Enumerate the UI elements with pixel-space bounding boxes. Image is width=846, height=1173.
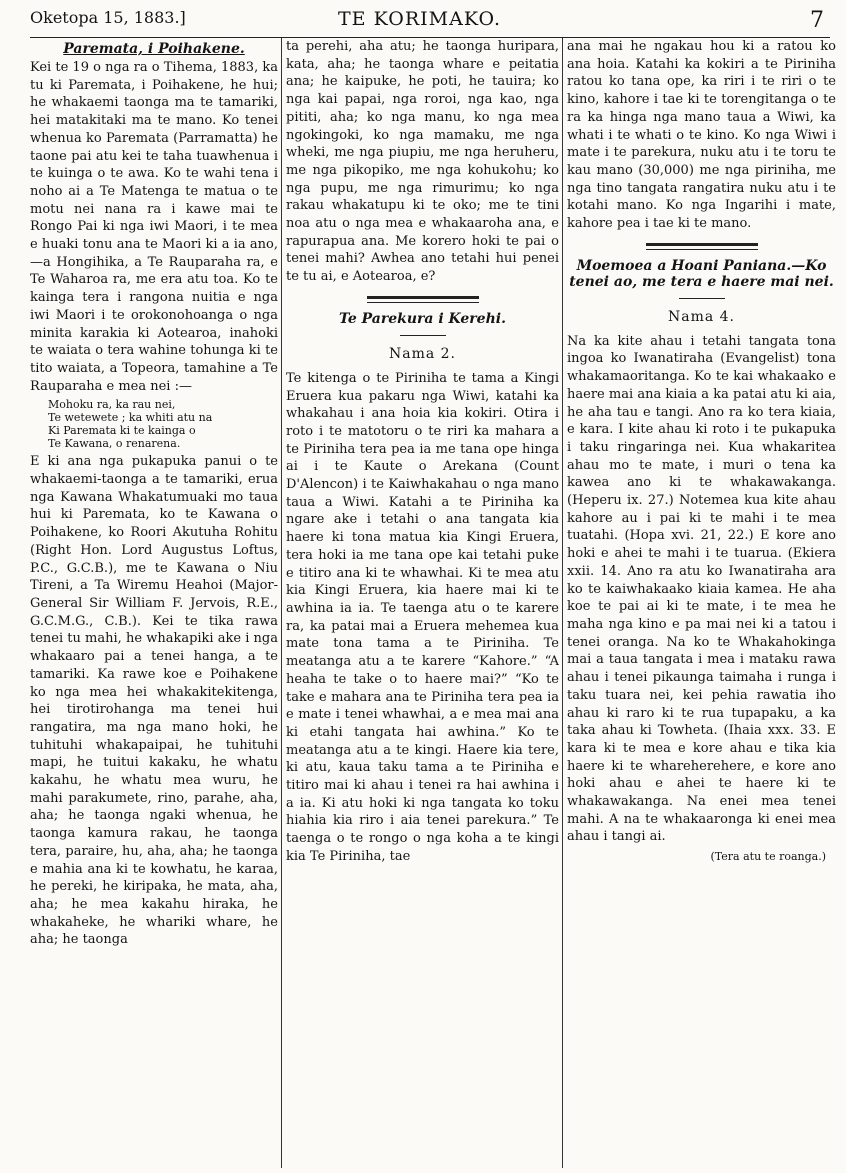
- section-divider: [646, 243, 758, 250]
- heading-rule: [400, 335, 446, 336]
- continued-note: (Tera atu te roanga.): [710, 850, 826, 864]
- poem-line: Mohoku ra, ka rau nei,: [48, 398, 176, 412]
- article-paragraph: Kei te 19 o nga ra o Tihema, 1883, ka tu ki Paremata, i Poihakene, he hui; he whakaemi taonga ma te tamariki, hei matakitaki ma te mano. Ko tenei whenua ko Paremata (Parramatta) he taone pai atu kei te taha tuawhenua i te kuinga o te awa. Ko te wahi tena i noho ai a Te Matenga te matua o te motu nei nana ra i kawe mai te Rongo Pai ki nga iwi Maori, i te mea e huaki tonu ana te Maori ki a ia ano,—a Hongihika, a Te Rauparaha ra, e Te Waharoa ra, me era atu toa. Ko te kainga tera i rangona nuitia e nga iwi Maori i te orokonohoanga o nga minita karakia ki Aotearoa, inahoki te waiata o tera wahine tohunga ki te tito waiata, a Topeora, tamahine a Te Rauparaha e mea nei :—: [30, 60, 278, 394]
- newspaper-title: TE KORIMAKO.: [338, 8, 502, 30]
- column-divider: [562, 38, 563, 1168]
- column-3: [567, 38, 836, 1170]
- column-2: [286, 38, 559, 1170]
- heading-rule: [679, 298, 725, 299]
- issue-date: Oketopa 15, 1883.]: [30, 8, 186, 27]
- article-paragraph-continued: ana mai he ngakau hou ki a ratou ko ana hoia. Katahi ka kokiri a te Piriniha ratou ko tana ope, ka riri i te riri o te kino, kahore i tae ki te torengitanga o te ra ka hinga nga mano taua a Wiwi, ka whati i te whati o te kino. Ko nga Wiwi i mate i te parekura, nuku atu i te toru te kau mano (30,000) me nga piriniha, me nga tino tangata rangatira nuku atu i te kotahi mano. Ko nga Ingarihi i mate, kahore pea i tae ki te mano.: [567, 39, 836, 232]
- column-divider: [281, 38, 282, 1168]
- chapter-number: Nama 2.: [388, 345, 457, 362]
- article-heading-paremata: Paremata, i Poihakene.: [63, 41, 245, 57]
- article-paragraph: Na ka kite ahau i tetahi tangata tona ingoa ko Iwanatiraha (Evangelist) tona whakamaoritanga. Ko te kai whakaako e haere mai ana kiaia a ka patai atu ki aia, he aha tau e tangi. Ano ra ko tera kiaia, e kara. I kite ahau ki roto i te pukapuka i taku ringaringa nei. Kua whakaritea ahau mo te mate, i muri o tena ka kawea ano ki te whakawakanga. (Heperu ix. 27.) Notemea kua kite ahau kahore au i pai ki te mahi i te mea tuatahi. (Hopa xvi. 21, 22.) E kore ano hoki e ahei te mahi i te tuarua. (Ekiera xxii. 14. Ano ra atu ko Iwanatiraha ara ko te kaiwhakaako kiaia kamea. He aha koe te pai ai ki te mate, i te mea he maha nga kino e pa mai nei ki a tatou i tenei oranga. Na ko te Whakahokinga mai a taua tangata i mea i mataku rawa ahau i tenei pikaunga taimaha i runga i taku tuara nei, kei pehia rawatia iho ahau ki raro ki te rua tupapaku, a ka taka ahau ki Towheta. (Ihaia xxx. 33. E kara ki te mea e kore ahau e tika kia haere ki te wharehereherе, e kore ano hoki ahau e ahei te haere ki te whakawakanga. Na enei mea tenei mahi. A na te whakaaronga ki enei mea ahau i tangi ai.: [567, 333, 836, 845]
- page-number: 7: [810, 8, 824, 33]
- article-heading-parekura: Te Parekura i Kerehi.: [339, 310, 506, 327]
- poem-line: Ki Paremata ki te kainga o: [48, 424, 196, 438]
- article-paragraph: Te kitenga o te Piriniha te tama a Kingi Eruera kua pakaru nga Wiwi, katahi ka whakahau i ana hoia kia kokiri. Otira i roto i te matotoru o te riri ka mahara a te Piriniha tera pea ia me tana ope hinga ai i te Kaute o Arekana (Count D'Alencon) i te Kaiwhakahau o nga mano taua a Wiwi. Katahi a te Piriniha ka ngare ake i tetahi o ana tangata kia haere ki tona matua kia Kingi Eruera, tera hoki ia me tana ope kai tetahi puke e titiro ana ki te whawhai. Ki te mea atu kia Kingi Eruera, kia haere mai ki te awhina ia ia. Te taenga atu o te karere ra, ka patai mai a Eruera mehemea kua mate tona tama a te Piriniha. Te meatanga atu a te karere “Kahore.” “A heaha te take o to haere mai?” “Ko te take e mahara ana te Piriniha tera pea ia e mate i tenei whawhai, a e mea mai ana ki etahi tangata hai awhina.” Ko te meatanga atu a te kingi. Haere kia tere, ki atu, kaua taku tama a te Piriniha e titiro mai ki ahau i tenei ra hai awhina i a ia. Ki atu hoki ki nga tangata ko toku hiahia kia riro i aia tenei parekura.” Te taenga o te rongo o nga koha a te kingi kia Te Piriniha, tae: [286, 370, 559, 864]
- article-paragraph: E ki ana nga pukapuka panui o te whakaemi-taonga a te tamariki, erua nga Kawana Whakatumuaki mo taua hui ki Paremata, ko te Kawana o Poihakene, ko Roori Akutuha Rohitu (Right Hon. Lord Augustus Loftus, P.C., G.C.B.), me te Kawana o Niu Tireni, a Ta Wiremu Heahoi (Major-General Sir William F. Jervois, R.E., G.C.M.G., C.B.). Kei te tika rawa tenei tu mahi, he whakapiki ake i nga whakaaro pai a tenei hanga, a te tamariki. Ka rawe koe e Poihakene ko nga mea hei whakakitekitenga, hei tirotirohanga ma tenei hui rangatira, ma nga mano hoki, he tuhituhi whakapaipai, he tuhituhi mapi, he tuitui kakaku, he whatu kakahu, he whatu mea wuru, he mahi parakumete, rino, parahe, aha, aha; he taonga ngaki whenua, he taonga kamura rakau, he taonga tera, paraire, hu, aha, aha; he taonga e mahia ana ki te kowhatu, he karaa, he pereki, he kiripaka, he mata, aha, aha; he mea kakahu hiraka, he whakaheke, he whariki whare, he aha; he taonga: [30, 454, 278, 948]
- poem-line: Te Kawana, o renarena.: [48, 437, 181, 451]
- section-divider: [367, 296, 479, 303]
- poem-line: Te wetewete ; ka whiti atu na: [48, 411, 213, 425]
- page-header: [0, 0, 846, 42]
- chapter-number: Nama 4.: [667, 308, 736, 325]
- column-1: [30, 38, 278, 1170]
- article-heading-moemoea: Moemoea a Hoani Paniana.—Ko tenei ao, me tera e haere mai nei.: [569, 257, 834, 290]
- article-paragraph-continued: ta perehi, aha atu; he taonga huripara, kata, aha; he taonga whare e peitatia ana; he kaipuke, he poti, he tauira; ko nga kai papai, nga roroi, nga kao, nga pititi, aha; ko nga manu, ko nga mea ngokingoki, ko nga mamaku, me nga wheki, me nga piupiu, me nga heruheru, me nga pikopiko, me nga kohukohu; ko nga pupu, me nga rimurimu; ko nga rakau whakatupu ki te oko; me te tini noa atu o nga mea e whakaaroha ana, e rapurapua ana. Me korero hoki te pai o tenei mahi? Awhea ano tetahi hui penei te tu ai, e Aotearoa, e?: [286, 39, 559, 285]
- poem-quote: [48, 398, 278, 450]
